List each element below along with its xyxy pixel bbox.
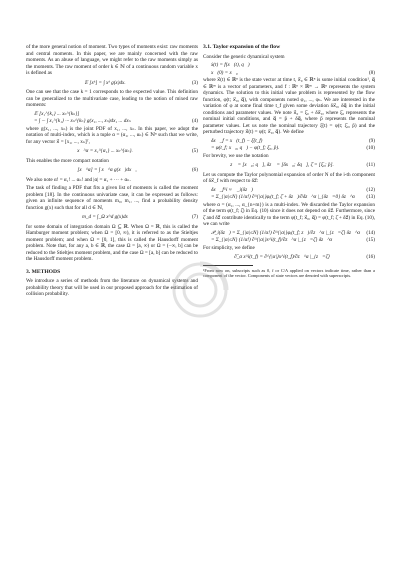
equation xyxy=(203,162,375,169)
paragraph: Consider the generic dynamical system xyxy=(203,53,285,60)
equation-number: (16) xyxy=(366,254,375,260)
equation-number: (15) xyxy=(366,237,375,243)
equation-body: = ∫ ··· ∫ x₁^{k₁} ··· xₙ^{kₙ} g(x₁, ..., xₙ)dx₁ ... dxₙ xyxy=(34,118,131,124)
equation-number: (4) xyxy=(191,118,198,124)
equation xyxy=(203,230,375,244)
paragraph: of the more general notion of moment. Two types of moments exist: raw moments and central moments. In this paper, we are mainly concerned with the raw moments. As an abuse of language, we might refer to the raw moments simply as the moments. The raw moment of order k ∈ ℕ of a continuous random variable x is defined as xyxy=(26,44,198,76)
equation-body: ẋ(t) = f(x⃗(t), q⃗) xyxy=(211,62,250,68)
equation-body: δx⃗_f = x⃗(t_f) − ξ̄(t_f) xyxy=(211,137,263,144)
equation-body: x⃗^α = x₁^{α₁} ... xₙ^{αₙ}. xyxy=(77,148,133,154)
paragraph: This enables the more compact notation xyxy=(26,157,109,164)
watermark-logo-icon xyxy=(168,258,232,322)
equation-number: (13) xyxy=(366,194,375,200)
equation-body: = φ(t_f; x⃗₀, q⃗) − φ(t_f; ξ̄₀, p̄). xyxy=(211,145,280,151)
equation-number: (11) xyxy=(366,162,375,168)
equation-number: (14) xyxy=(366,229,375,236)
subsection-heading: 3.1. Taylor expansion of the flow xyxy=(203,44,281,50)
equation-body: 𝔼[x⃗^α] = ∫ x⃗^α g(x⃗)dx⃗, xyxy=(73,167,137,173)
equation-body: m_d = ∫_Ω x^d g(x)dx xyxy=(82,214,128,220)
equation-number: (3) xyxy=(191,79,198,86)
equation-number: (7) xyxy=(191,214,198,220)
equation-body: = Σ_{|α|≤N} (1/α!) ∂^{|α|}φᵢ(t_f; ζ̄ + δz⃗)/∂δz⃗^α |_{δz⃗=0} δz⃗^α xyxy=(211,194,355,200)
paragraph: where g(x₁, ..., xₙ) is the joint PDF of x₁, ..., xₙ. In this paper, we adopt the notation of multi-index, which is a tuple α = (α₁, ..., αₙ) ∈ ℕⁿ such that we write, for any vector x⃗ = [x₁, ..., xₙ]ᵀ, xyxy=(26,125,198,145)
equation-body: 𝒫_i(δz⃗) = Σ_{|α|≤N} (1/α!) ∂^{|α|}φᵢ(t_f; z⃗)/∂z⃗^α |_{z⃗=ζ̄} δz⃗^α xyxy=(211,229,360,236)
equation-body: ∂̂_α x^i(t_f) = ∂^{|α|}x^i(t_f)/∂z⃗^α |_{z⃗=ζ̄} xyxy=(234,254,330,260)
paragraph: for some domain of integration domain Ω ⊆ ℝ. When Ω = ℝ, this is called the Hamburger moment problem; when Ω = [0, ∞), it is referred to as the Stieltjes moment problem; and when Ω = [0, 1], this is called the Hausdorff moment problem. Note that, for any a, b ∈ ℝ, the case Ω = [a, ∞) or Ω = (−∞, b] can be reduced to the Stieltjes moment problem, and the case Ω = [a, b] can be reduced to the Hausdorff moment problem. xyxy=(26,223,198,262)
equation-number: (9) xyxy=(368,137,375,144)
paragraph: Let us compute the Taylor polynomial expansion of order N of the i-th component of δx⃗_f with respect to δz⃗: xyxy=(203,171,375,184)
paragraph: We also note α! = α₁! ... αₙ! and |α| = α₁ + ··· + αₙ. xyxy=(26,176,131,183)
paragraph: The task of finding a PDF that fits a given list of moments is called the moment problem [18]. In the continuous univariate case, it can be expressed as follows: given an infinite sequence of moments m₀, m₁, ..., find a probability density function g(x) such that for all d ∈ ℕ, xyxy=(26,185,198,211)
paragraph: One can see that the case k = 1 corresponds to the expected value. This definition can be generalized to the multivariate case, leading to the notion of mixed raw moments: xyxy=(26,89,198,108)
equation xyxy=(26,214,198,221)
paragraph: where x⃗(t) ∈ ℝⁿ is the state vector at time t, x⃗₀ ∈ ℝⁿ is some initial condition¹, q⃗ ∈ ℝᵐ is a vector of parameters, and f : ℝⁿ × ℝᵐ → ℝⁿ represents the system dynamics. The solution to this initial value problem is represented by the flow function, φ(t; x⃗₀, q⃗), with components noted φ₁, ..., φₙ. We are interested in the variation of φ at some final time t_f given some deviation δx⃗₀, δq⃗ in the initial conditions and parameter values. We note x⃗₀ = ξ̄₀ + δx⃗₀, where ξ̄₀ represents the nominal initial conditions, and q⃗ = p̄ + δq⃗, where p̄ represents the nominal parameter values. Let us note the nominal trajectory ξ̄(t) = φ(t; ξ̄₀, p̄) and the perturbed trajectory x⃗(t) = φ(t; x⃗₀, q⃗). We define xyxy=(203,77,375,135)
equation-number: (10) xyxy=(366,145,375,151)
equation xyxy=(26,111,198,125)
equation xyxy=(26,80,198,87)
equation-body: δx⃗_f^i ≈ 𝒫_i(δz⃗) xyxy=(211,186,253,193)
equation xyxy=(203,138,375,152)
paragraph: We introduce a series of methods from the literature on dynamical systems and probability theory that will be used in our proposed approach for the estimation of collision probability. xyxy=(26,278,198,297)
equation-body: 𝔼 [x₁^{k₁} ... xₙ^{kₙ}] xyxy=(34,110,80,117)
paragraph: where α = (α₁, ..., α_{n+m}) is a multi-index. We discarded the Taylor expansion of the term φ(t_f; ζ̄) in Eq. (10) since it does not depend on δz⃗. Furthermore, since ζ̄ and δz⃗ contribute identically to the term φ(t_f; x⃗₀, q⃗) = φ(t_f; ζ̄ + δz⃗) in Eq. (10), we can write xyxy=(203,201,375,227)
equation-body: 𝔼 [xᵏ] = ∫ xᵏ g(x)dx. xyxy=(84,79,126,86)
equation-body: = Σ_{|α|≤N} (1/α!) ∂^{|α|}x^i(t_f)/∂z⃗^α |_{z⃗=ζ̄} δz⃗^α xyxy=(211,237,333,243)
equation-body: x⃗(0) = x⃗₀ xyxy=(211,69,238,76)
equation xyxy=(203,62,375,76)
equation-number: (5) xyxy=(191,148,198,154)
footnote: ¹From now on, subscripts such as 0, f or C/A applied on vectors indicate time, rather than a component of the vector. Components of state vectors are denoted with superscripts. xyxy=(203,267,375,278)
paragraph: For simplicity, we define xyxy=(203,244,255,251)
right-column xyxy=(203,44,375,278)
equation xyxy=(203,187,375,201)
equation-number: (12) xyxy=(366,186,375,193)
equation-number: (6) xyxy=(191,167,198,173)
section-heading: 3. METHODS xyxy=(26,268,61,275)
equation-number: (8) xyxy=(368,69,375,76)
equation-body: z⃗ = [x⃗₀; q⃗], δz⃗ = [δx⃗₀; δq⃗], ζ̄ = [ξ̄₀; p̄]. xyxy=(230,162,334,168)
equation xyxy=(26,167,198,174)
paragraph: For brevity, we use the notation xyxy=(203,152,269,159)
equation xyxy=(26,148,198,155)
